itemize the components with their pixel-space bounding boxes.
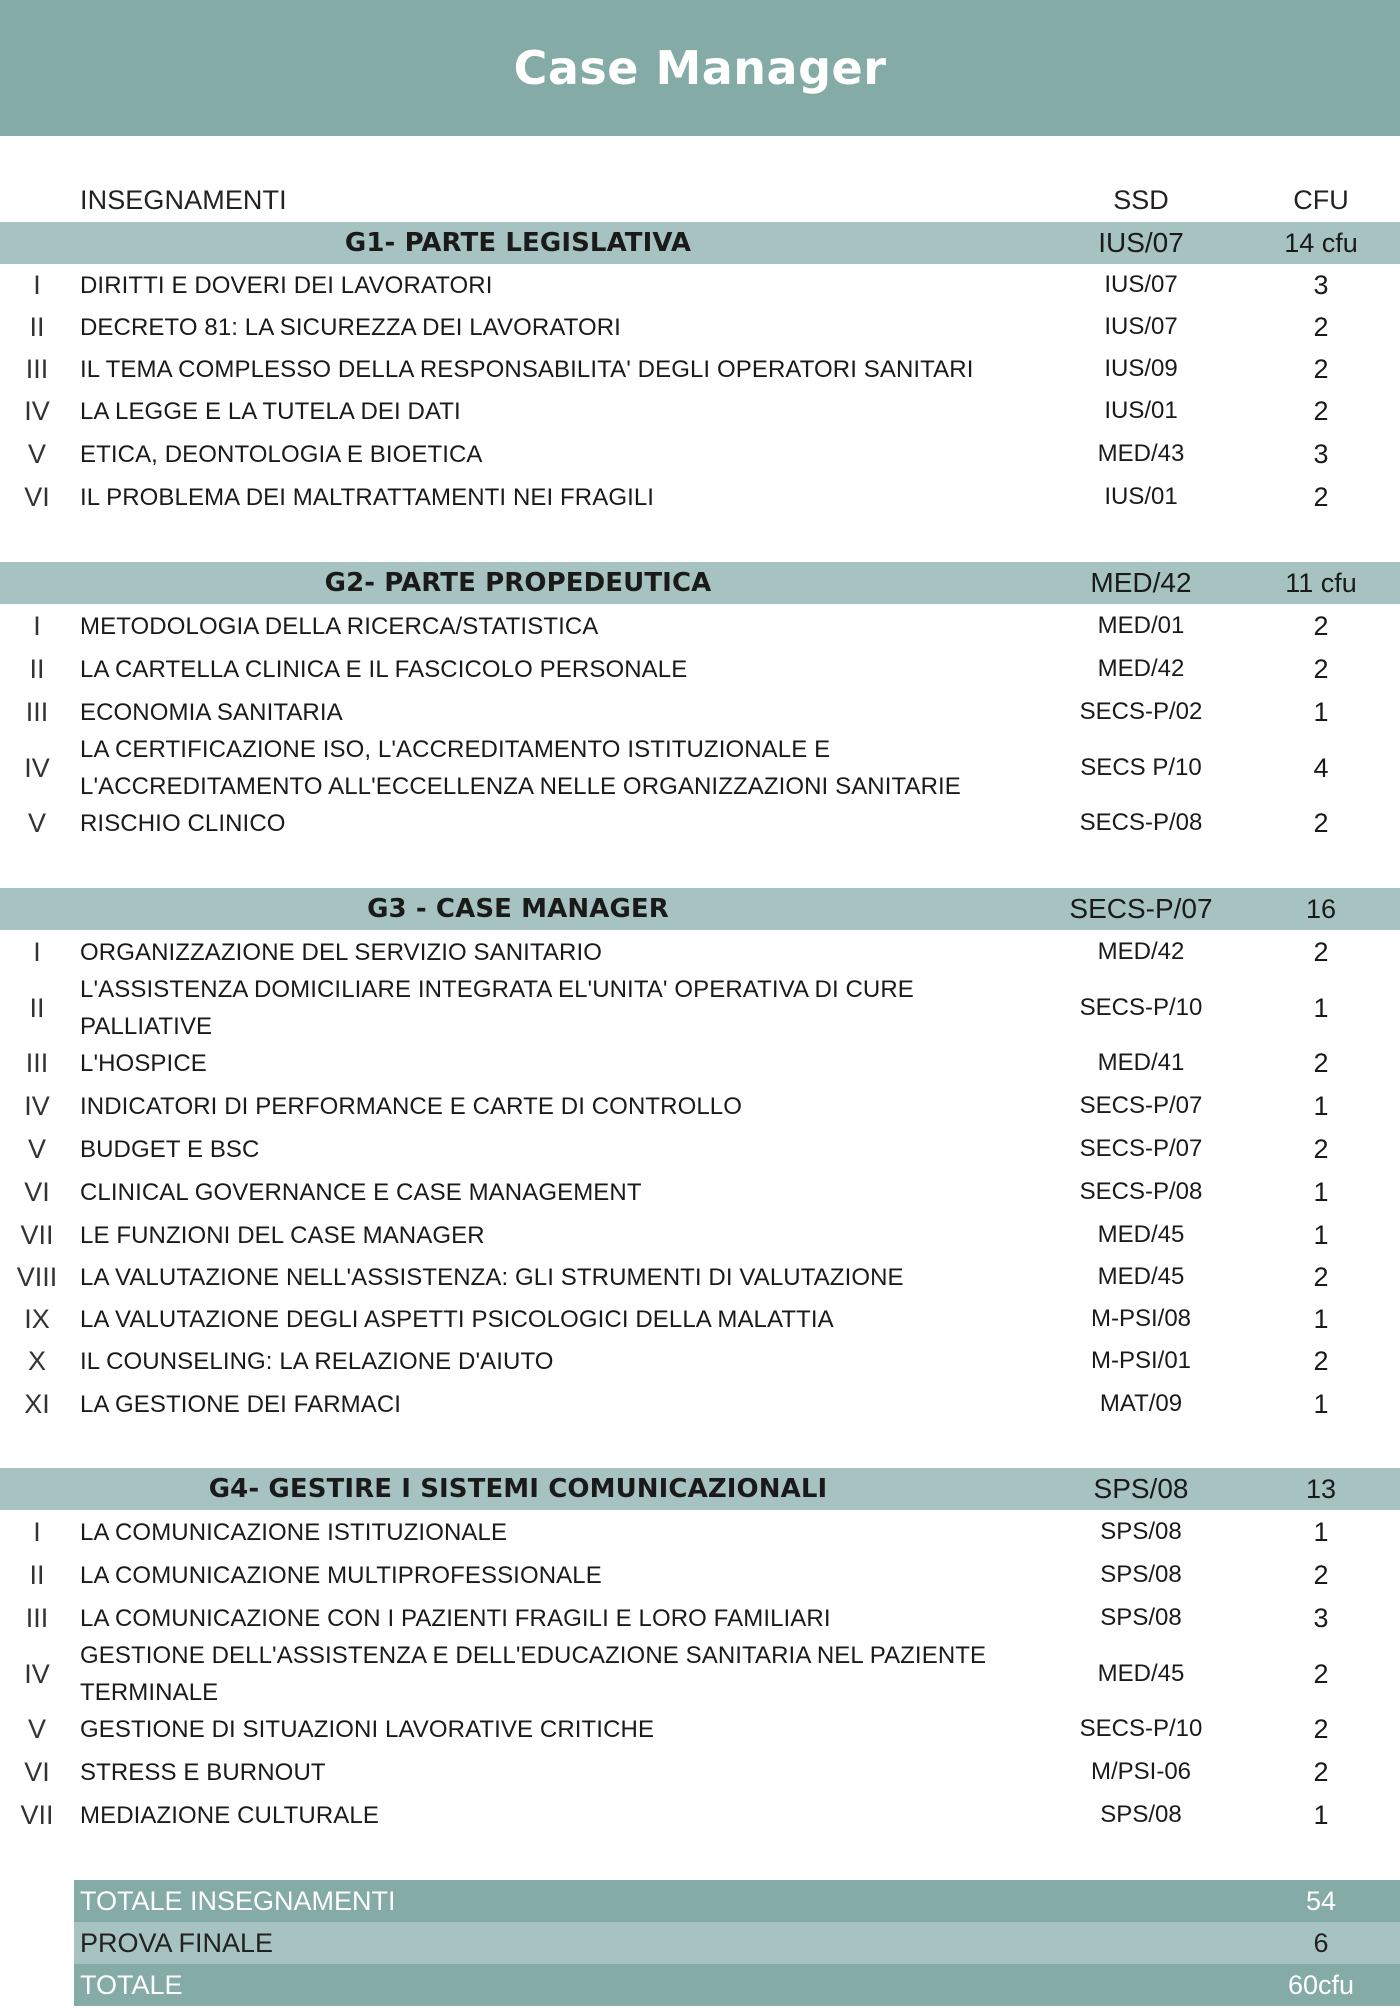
grand-total-label: TOTALE <box>80 1969 183 2000</box>
course-ssd: MAT/09 <box>1099 1390 1183 1417</box>
course-cfu: 1 <box>1313 1176 1329 1207</box>
group-header <box>0 888 1400 930</box>
group-ssd: SPS/08 <box>1093 1473 1189 1504</box>
course-cfu: 2 <box>1313 395 1329 426</box>
course-row <box>0 264 1400 306</box>
group-cfu: 13 <box>1305 1473 1337 1504</box>
course-ssd: SECS-P/07 <box>1079 1135 1203 1162</box>
course-title: GESTIONE DELL'ASSISTENZA E DELL'EDUCAZIONE SANITARIA NEL PAZIENTE TERMINALE <box>80 1642 987 1706</box>
course-title: STRESS E BURNOUT <box>80 1758 326 1786</box>
course-cfu: 2 <box>1313 1658 1329 1689</box>
course-row <box>0 802 1400 844</box>
course-title: RISCHIO CLINICO <box>80 809 286 837</box>
column-header-course: INSEGNAMENTI <box>80 184 287 215</box>
course-cfu: 2 <box>1313 311 1329 342</box>
course-row <box>0 1085 1400 1127</box>
course-title: IL PROBLEMA DEI MALTRATTAMENTI NEI FRAGILI <box>80 483 655 511</box>
page-title: Case Manager <box>513 41 887 95</box>
course-ssd: SECS-P/07 <box>1079 1092 1203 1119</box>
course-cfu: 1 <box>1313 1388 1329 1419</box>
course-cfu: 3 <box>1313 269 1329 300</box>
course-number: V <box>27 807 46 838</box>
course-title: LA LEGGE E LA TUTELA DEI DATI <box>80 397 461 425</box>
course-title: CLINICAL GOVERNANCE E CASE MANAGEMENT <box>80 1178 642 1206</box>
course-row <box>0 691 1400 733</box>
course-row <box>0 1637 1400 1711</box>
course-row <box>0 976 1400 1040</box>
course-number: VIII <box>16 1261 58 1292</box>
course-row <box>0 1383 1400 1425</box>
course-title: ETICA, DEONTOLOGIA E BIOETICA <box>80 440 483 468</box>
course-number: VI <box>24 1756 50 1787</box>
course-title: LA CARTELLA CLINICA E IL FASCICOLO PERSONALE <box>80 655 688 683</box>
course-number: VI <box>24 1176 50 1207</box>
course-cfu: 1 <box>1313 1219 1329 1250</box>
group-header <box>0 222 1400 264</box>
course-cfu: 3 <box>1313 1602 1329 1633</box>
course-cfu: 2 <box>1313 1756 1329 1787</box>
course-row <box>0 1340 1400 1382</box>
course-title: LA CERTIFICAZIONE ISO, L'ACCREDITAMENTO ISTITUZIONALE E L'ACCREDITAMENTO ALL'ECCELLENZA NELLE ORGANIZZAZIONI SANITARIE <box>80 736 961 800</box>
course-number: II <box>29 653 45 684</box>
course-row <box>0 390 1400 432</box>
final-exam-label: PROVA FINALE <box>80 1927 274 1958</box>
course-title: METODOLOGIA DELLA RICERCA/STATISTICA <box>80 612 599 640</box>
course-number: V <box>27 1133 46 1164</box>
course-number: IV <box>24 752 50 783</box>
grand-total-row <box>74 1964 1400 2006</box>
course-row <box>0 648 1400 690</box>
course-ssd: SECS-P/10 <box>1079 994 1203 1021</box>
course-ssd: MED/43 <box>1097 440 1185 467</box>
course-row <box>0 1256 1400 1298</box>
group-ssd: IUS/07 <box>1098 227 1184 258</box>
course-cfu: 3 <box>1313 438 1329 469</box>
course-number: IX <box>24 1303 50 1334</box>
course-number: III <box>25 1047 49 1078</box>
course-row <box>0 348 1400 390</box>
course-number: V <box>27 1713 46 1744</box>
course-title: ORGANIZZAZIONE DEL SERVIZIO SANITARIO <box>80 938 602 966</box>
course-number: II <box>29 311 45 342</box>
course-row <box>0 931 1400 973</box>
course-ssd: M/PSI-06 <box>1090 1758 1192 1785</box>
course-number: I <box>33 936 41 967</box>
course-row <box>0 1298 1400 1340</box>
group-name: G4- GESTIRE I SISTEMI COMUNICAZIONALI <box>208 1473 828 1504</box>
group-ssd: MED/42 <box>1090 567 1192 598</box>
course-title: DECRETO 81: LA SICUREZZA DEI LAVORATORI <box>80 313 621 341</box>
group-header <box>0 1468 1400 1510</box>
course-cfu: 2 <box>1313 1345 1329 1376</box>
course-cfu: 2 <box>1313 610 1329 641</box>
course-row <box>0 605 1400 647</box>
course-ssd: SPS/08 <box>1100 1801 1182 1828</box>
total-teaching-value: 54 <box>1305 1885 1337 1916</box>
course-cfu: 1 <box>1313 1090 1329 1121</box>
course-ssd: SPS/08 <box>1100 1518 1182 1545</box>
course-row <box>0 306 1400 348</box>
course-ssd: SPS/08 <box>1100 1561 1182 1588</box>
course-title: GESTIONE DI SITUAZIONI LAVORATIVE CRITICHE <box>80 1715 655 1743</box>
group-name: G3 - CASE MANAGER <box>367 893 669 924</box>
course-number: I <box>33 269 41 300</box>
course-cfu: 4 <box>1313 752 1329 783</box>
final-exam-value: 6 <box>1313 1927 1329 1958</box>
course-title: L'ASSISTENZA DOMICILIARE INTEGRATA EL'UNITA' OPERATIVA DI CURE PALLIATIVE <box>80 976 914 1040</box>
course-number: II <box>29 992 45 1023</box>
course-cfu: 2 <box>1313 353 1329 384</box>
course-number: III <box>25 1602 49 1633</box>
group-header <box>0 562 1400 604</box>
course-cfu: 2 <box>1313 653 1329 684</box>
course-number: V <box>27 438 46 469</box>
column-header-ssd: SSD <box>1113 184 1169 215</box>
final-exam-row <box>74 1922 1400 1964</box>
course-title: IL COUNSELING: LA RELAZIONE D'AIUTO <box>80 1347 554 1375</box>
course-ssd: IUS/07 <box>1104 271 1178 298</box>
course-cfu: 1 <box>1313 1303 1329 1334</box>
course-ssd: SECS-P/02 <box>1079 698 1203 725</box>
grand-total-value: 60cfu <box>1287 1969 1355 2000</box>
course-row <box>0 1554 1400 1596</box>
course-ssd: IUS/09 <box>1104 355 1178 382</box>
group-ssd: SECS-P/07 <box>1069 893 1213 924</box>
course-cfu: 2 <box>1313 1133 1329 1164</box>
course-title: LE FUNZIONI DEL CASE MANAGER <box>80 1221 485 1249</box>
course-title: ECONOMIA SANITARIA <box>80 698 343 726</box>
course-title: INDICATORI DI PERFORMANCE E CARTE DI CONTROLLO <box>80 1092 743 1120</box>
course-title: MEDIAZIONE CULTURALE <box>80 1801 379 1829</box>
course-row <box>0 731 1400 805</box>
course-ssd: MED/45 <box>1097 1221 1185 1248</box>
course-cfu: 2 <box>1313 1261 1329 1292</box>
course-ssd: MED/01 <box>1097 612 1185 639</box>
course-number: III <box>25 696 49 727</box>
group-name: G1- PARTE LEGISLATIVA <box>344 227 692 258</box>
course-number: IV <box>24 395 50 426</box>
total-teaching-label: TOTALE INSEGNAMENTI <box>80 1885 396 1916</box>
course-row <box>0 1794 1400 1836</box>
course-ssd: M-PSI/01 <box>1090 1347 1192 1374</box>
course-number: VII <box>20 1219 54 1250</box>
course-ssd: MED/41 <box>1097 1049 1185 1076</box>
course-number: II <box>29 1559 45 1590</box>
course-ssd: MED/45 <box>1097 1660 1185 1687</box>
course-title: LA COMUNICAZIONE ISTITUZIONALE <box>80 1518 508 1546</box>
course-number: IV <box>24 1090 50 1121</box>
course-row <box>0 1171 1400 1213</box>
course-ssd: SECS P/10 <box>1080 754 1202 781</box>
course-ssd: IUS/01 <box>1104 483 1178 510</box>
course-title: LA VALUTAZIONE NELL'ASSISTENZA: GLI STRUMENTI DI VALUTAZIONE <box>80 1263 904 1291</box>
course-number: I <box>33 1516 41 1547</box>
course-title: LA COMUNICAZIONE CON I PAZIENTI FRAGILI E LORO FAMILIARI <box>80 1604 831 1632</box>
course-cfu: 1 <box>1313 696 1329 727</box>
course-title: DIRITTI E DOVERI DEI LAVORATORI <box>80 271 493 299</box>
course-number: I <box>33 610 41 641</box>
course-row <box>0 1042 1400 1084</box>
course-ssd: IUS/07 <box>1104 313 1178 340</box>
course-title: LA COMUNICAZIONE MULTIPROFESSIONALE <box>80 1561 602 1589</box>
course-cfu: 2 <box>1313 936 1329 967</box>
course-cfu: 1 <box>1313 992 1329 1023</box>
course-title: L'HOSPICE <box>80 1049 207 1077</box>
column-headers <box>0 178 1400 222</box>
page-header <box>0 0 1400 136</box>
course-number: VII <box>20 1799 54 1830</box>
course-cfu: 2 <box>1313 807 1329 838</box>
course-ssd: SPS/08 <box>1100 1604 1182 1631</box>
column-header-cfu: CFU <box>1293 184 1349 215</box>
course-row <box>0 1751 1400 1793</box>
course-row <box>0 1708 1400 1750</box>
course-cfu: 2 <box>1313 1047 1329 1078</box>
course-title: IL TEMA COMPLESSO DELLA RESPONSABILITA' DEGLI OPERATORI SANITARI <box>80 355 974 383</box>
course-row <box>0 1597 1400 1639</box>
total-teaching-row <box>74 1880 1400 1922</box>
course-title: LA GESTIONE DEI FARMACI <box>80 1390 402 1418</box>
group-cfu: 14 cfu <box>1284 227 1358 258</box>
course-number: XI <box>24 1388 50 1419</box>
course-ssd: M-PSI/08 <box>1090 1305 1192 1332</box>
course-number: VI <box>24 481 50 512</box>
group-cfu: 16 <box>1305 893 1337 924</box>
group-name: G2- PARTE PROPEDEUTICA <box>324 567 712 598</box>
course-cfu: 1 <box>1313 1516 1329 1547</box>
course-row <box>0 1128 1400 1170</box>
course-cfu: 2 <box>1313 1713 1329 1744</box>
course-ssd: MED/42 <box>1097 938 1185 965</box>
course-ssd: MED/45 <box>1097 1263 1185 1290</box>
course-ssd: SECS-P/08 <box>1079 1178 1203 1205</box>
course-ssd: SECS-P/08 <box>1079 809 1203 836</box>
course-row <box>0 476 1400 518</box>
course-cfu: 1 <box>1313 1799 1329 1830</box>
course-number: IV <box>24 1658 50 1689</box>
course-ssd: IUS/01 <box>1104 397 1178 424</box>
course-cfu: 2 <box>1313 481 1329 512</box>
course-number: III <box>25 353 49 384</box>
course-ssd: SECS-P/10 <box>1079 1715 1203 1742</box>
course-title: BUDGET E BSC <box>80 1135 260 1163</box>
course-row <box>0 433 1400 475</box>
course-row <box>0 1214 1400 1256</box>
course-cfu: 2 <box>1313 1559 1329 1590</box>
course-row <box>0 1511 1400 1553</box>
course-number: X <box>27 1345 46 1376</box>
course-ssd: MED/42 <box>1097 655 1185 682</box>
course-title: LA VALUTAZIONE DEGLI ASPETTI PSICOLOGICI DELLA MALATTIA <box>80 1305 834 1333</box>
group-cfu: 11 cfu <box>1285 567 1357 598</box>
